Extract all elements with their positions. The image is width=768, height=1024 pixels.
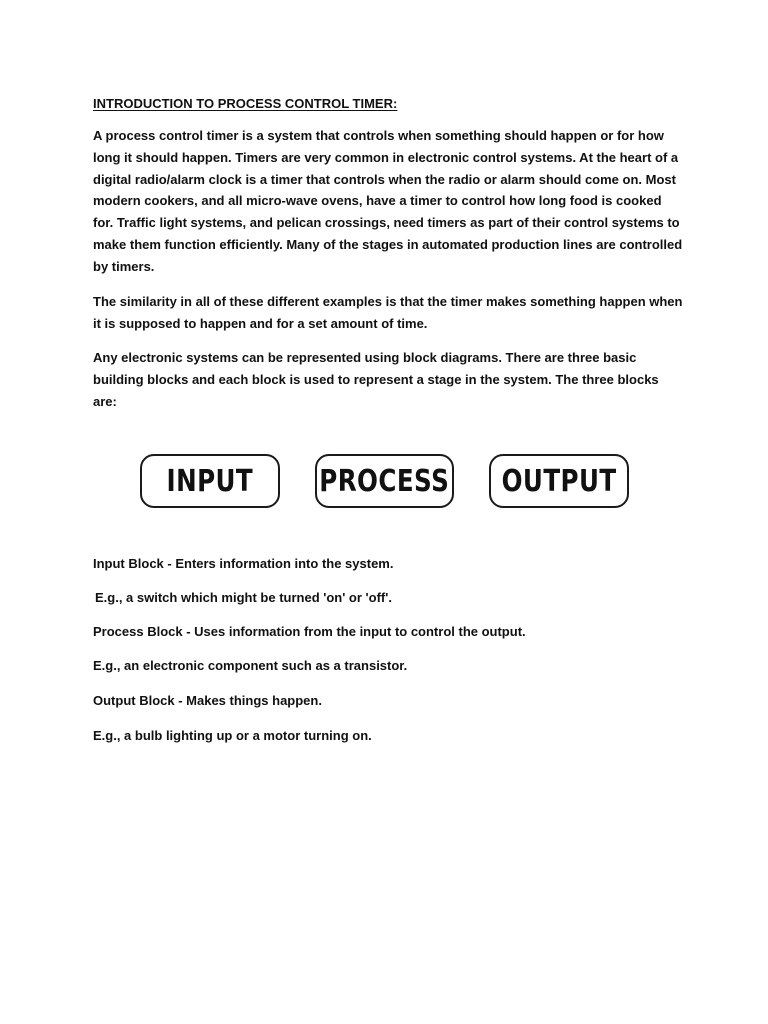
process-block-description: Process Block - Uses information from the input to control the output. <box>93 624 526 639</box>
input-block-description: Input Block - Enters information into the system. <box>93 556 394 571</box>
paragraph-block-diagrams: Any electronic systems can be represented using block diagrams. There are three basic building blocks and each block is used to represent a stage in the system. The three blocks are: <box>93 350 659 409</box>
input-block-label: INPUT <box>166 463 254 499</box>
document-heading: INTRODUCTION TO PROCESS CONTROL TIMER: <box>93 96 398 111</box>
output-block-label: OUTPUT <box>501 463 617 499</box>
paragraph-similarity: The similarity in all of these different examples is that the timer makes something happen when it is supposed to happen and for a set amount of time. <box>93 294 683 331</box>
output-block <box>489 454 629 508</box>
output-block-description: Output Block - Makes things happen. <box>93 693 322 708</box>
process-block <box>315 454 454 508</box>
input-block-example: E.g., a switch which might be turned 'on' or 'off'. <box>95 590 392 605</box>
input-block <box>140 454 280 508</box>
block-diagram <box>140 454 630 512</box>
process-block-example: E.g., an electronic component such as a transistor. <box>93 658 408 673</box>
paragraph-timer-definition: A process control timer is a system that controls when something should happen or for how long it should happen. Timers are very common in electronic control systems. At the heart of a digital radio/alarm clock is a timer that controls when the radio or alarm should come on. Most modern cookers, and all micro-wave ovens, have a timer to control how long food is cooked for. Traffic light systems, and pelican crossings, need timers as part of their control systems to make them function efficiently. Many of the stages in automated production lines are controlled by timers. <box>93 128 683 274</box>
output-block-example: E.g., a bulb lighting up or a motor turning on. <box>93 728 372 743</box>
process-block-label: PROCESS <box>319 463 450 499</box>
